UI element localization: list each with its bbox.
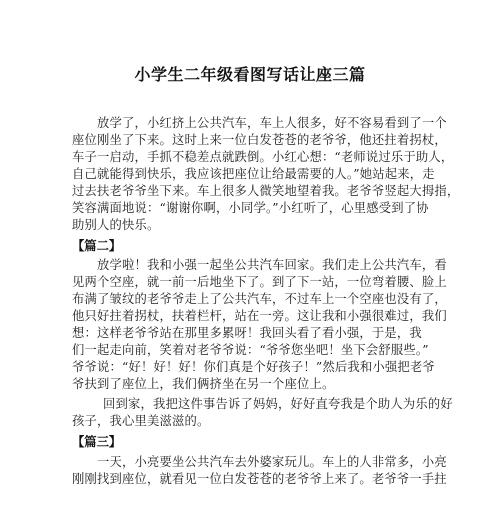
page-title: 小学生二年级看图写话让座三篇 (134, 65, 366, 84)
text-line: 们一起走向前，笑着对老爷爷说：“爷爷您坐吧！坐下会舒服些。” (72, 343, 429, 357)
section-heading: 【篇二】 (72, 239, 122, 253)
text-line: 回到家，我把这件事告诉了妈妈，好好直夸我是个助人为乐的好 (103, 397, 453, 411)
text-line: 爷扶到了座位上，我们俩挤坐在另一个座位上。 (72, 377, 335, 391)
text-line: 自己就能得到快乐，我应该把座位让给最需要的人。”她站起来，走 (72, 167, 435, 181)
text-line: 放学啦！我和小强一起坐公共汽车回家。我们走上公共汽车，看 (97, 258, 447, 272)
text-line: 车子一启动，手抓不稳差点就跌倒。小红心想：“老师说过乐于助人， (72, 150, 454, 164)
text-line: 孩子，我心里美滋滋的。 (72, 414, 210, 428)
text-line: 助别人的快乐。 (72, 218, 160, 232)
text-line: 见两个空座，就一前一后地坐下了。到了下一站，一位弯着腰、脸上 (72, 275, 447, 289)
text-line: 布满了皱纹的老爷爷走上了公共汽车，不过车上一个空座也没有了， (72, 292, 447, 306)
text-line: 他只好拄着拐杖，扶着栏杆，站在一旁。这让我和小强很难过，我们 (72, 309, 447, 323)
text-line: 想：这样老爷爷站在那里多累呀！我回头看了看小强，于是，我 (72, 326, 422, 340)
text-line: 笑容满面地说：“谢谢你啊，小同学。”小红听了，心里感受到了协 (72, 201, 429, 215)
section-heading: 【篇三】 (72, 435, 122, 449)
text-line: 放学了，小红挤上公共汽车，车上人很多，好不容易看到了一个 (97, 116, 447, 130)
text-line: 刚刚找到座位，就看见一位白发苍苍的老爷爷上来了。老爷爷一手拄 (72, 472, 447, 486)
text-line: 过去扶老爷爷坐下来。车上很多人微笑地望着我。老爷爷竖起大拇指， (72, 184, 460, 198)
text-line: 座位刚坐了下来。这时上来一位白发苍苍的老爷爷，他还拄着拐杖， (72, 133, 447, 147)
text-line: 爷爷说：“好！好！好！你们真是个好孩子！”然后我和小强把老爷 (72, 360, 435, 374)
text-line: 一天，小亮要坐公共汽车去外婆家玩儿。车上的人非常多，小亮 (97, 455, 447, 469)
